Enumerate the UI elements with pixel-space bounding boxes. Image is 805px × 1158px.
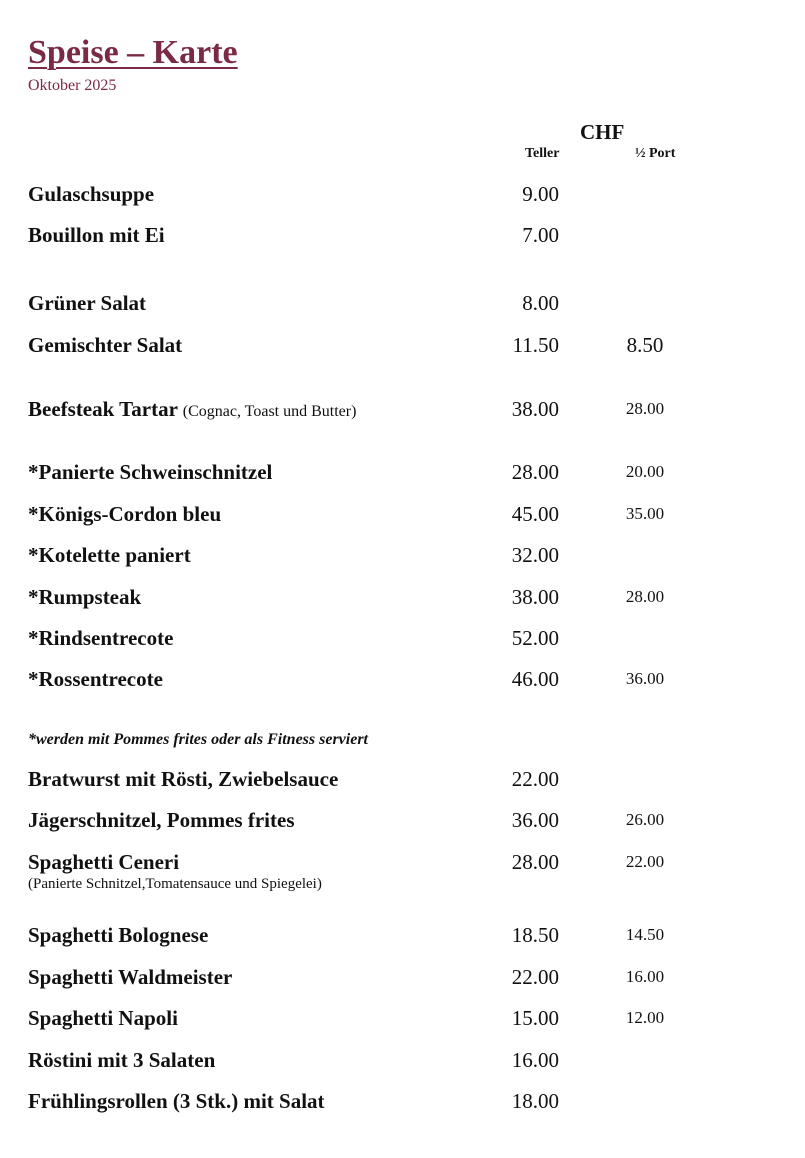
- item-name: Spaghetti Napoli: [28, 1006, 178, 1030]
- item-price-teller: 8.00: [522, 291, 559, 315]
- currency-header: CHF: [580, 120, 625, 144]
- item-price-teller: 28.00: [511, 850, 559, 874]
- item-name: Bratwurst mit Rösti, Zwiebelsauce: [28, 767, 339, 791]
- item-name: Röstini mit 3 Salaten: [28, 1048, 216, 1072]
- teller-column-header: Teller: [525, 146, 560, 161]
- menu-item: [0, 767, 805, 797]
- item-price-half-portion: 12.00: [625, 1008, 665, 1027]
- item-price-teller: 15.00: [511, 1006, 559, 1030]
- menu-item: [0, 460, 805, 490]
- menu-item: [0, 543, 805, 573]
- menu-item: [0, 626, 805, 656]
- menu-item: [0, 850, 805, 900]
- item-price-half-portion: 8.50: [626, 333, 664, 357]
- item-name: Grüner Salat: [28, 291, 147, 315]
- item-price-teller: 18.50: [511, 923, 559, 947]
- item-price-half-portion: 22.00: [625, 852, 665, 871]
- menu-item: [0, 667, 805, 697]
- item-price-teller: 11.50: [512, 333, 559, 357]
- menu-item: [0, 1048, 805, 1078]
- item-price-teller: 46.00: [511, 667, 559, 691]
- item-price-teller: 28.00: [511, 460, 559, 484]
- menu-item: [0, 502, 805, 532]
- menu-item: [0, 223, 805, 253]
- item-name: Spaghetti Ceneri: [28, 850, 180, 874]
- item-name: *Rossentrecote: [28, 667, 163, 691]
- menu-item: [0, 965, 805, 995]
- menu-item: [0, 808, 805, 838]
- item-description: (Panierte Schnitzel,Tomatensauce und Spiegelei): [28, 876, 322, 892]
- item-price-teller: 22.00: [511, 767, 559, 791]
- menu-item: [0, 1006, 805, 1036]
- item-price-half-portion: 26.00: [625, 810, 665, 829]
- item-price-half-portion: 20.00: [625, 462, 665, 481]
- item-name: Spaghetti Bolognese: [28, 923, 209, 947]
- item-price-half-portion: 14.50: [625, 925, 665, 944]
- menu-item: [0, 1089, 805, 1119]
- page-subtitle: Oktober 2025: [28, 77, 117, 94]
- item-name: Beefsteak Tartar: [28, 397, 178, 421]
- half-portion-column-header: ½ Port: [635, 146, 676, 161]
- item-price-teller: 45.00: [511, 502, 559, 526]
- menu-item: [0, 291, 805, 321]
- item-name: Bouillon mit Ei: [28, 223, 165, 247]
- item-name: Frühlingsrollen (3 Stk.) mit Salat: [28, 1089, 325, 1113]
- item-price-teller: 18.00: [511, 1089, 559, 1113]
- item-price-teller: 16.00: [511, 1048, 559, 1072]
- item-price-teller: 38.00: [511, 397, 559, 421]
- item-price-teller: 9.00: [522, 182, 559, 206]
- item-price-teller: 52.00: [511, 626, 559, 650]
- item-name: Gemischter Salat: [28, 333, 183, 357]
- menu-item: [0, 923, 805, 953]
- item-name: *Rumpsteak: [28, 585, 142, 609]
- item-price-teller: 7.00: [522, 223, 559, 247]
- page-title: Speise – Karte: [28, 34, 238, 71]
- menu-item: [0, 182, 805, 212]
- item-price-half-portion: 28.00: [625, 399, 665, 418]
- item-price-half-portion: 35.00: [625, 504, 665, 523]
- item-name-wrapper: [28, 397, 356, 422]
- item-name: *Rindsentrecote: [28, 626, 174, 650]
- item-price-teller: 32.00: [511, 543, 559, 567]
- item-name: Gulaschsuppe: [28, 182, 155, 206]
- menu-item: [0, 397, 805, 427]
- item-name: *Panierte Schweinschnitzel: [28, 460, 273, 484]
- item-name: *Königs-Cordon bleu: [28, 502, 222, 526]
- item-price-teller: 38.00: [511, 585, 559, 609]
- item-price-half-portion: 36.00: [625, 669, 665, 688]
- item-price-half-portion: 28.00: [625, 587, 665, 606]
- item-name: Spaghetti Waldmeister: [28, 965, 233, 989]
- item-name: *Kotelette paniert: [28, 543, 191, 567]
- menu-item: [0, 333, 805, 363]
- item-price-half-portion: 16.00: [625, 967, 665, 986]
- item-price-teller: 22.00: [511, 965, 559, 989]
- menu-item: [0, 585, 805, 615]
- footnote: *werden mit Pommes frites oder als Fitness serviert: [28, 731, 368, 748]
- item-name: Jägerschnitzel, Pommes frites: [28, 808, 295, 832]
- item-price-teller: 36.00: [511, 808, 559, 832]
- item-note: (Cognac, Toast und Butter): [182, 403, 357, 420]
